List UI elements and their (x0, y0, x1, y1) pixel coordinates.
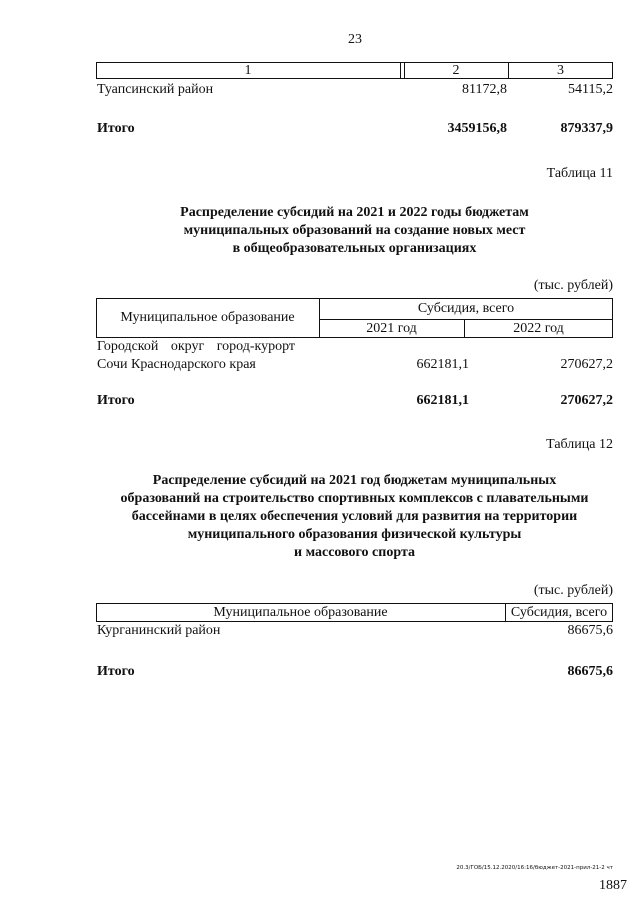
prev-row-name: Туапсинский район (97, 82, 214, 97)
prev-header-col3: 3 (557, 62, 564, 78)
prev-header-col1: 1 (244, 62, 252, 78)
table12-row-v1: 86675,6 (567, 623, 613, 638)
page-number-top: 23 (348, 32, 362, 47)
table11-unit: (тыс. рублей) (533, 278, 613, 293)
table12-header-subsidy: Субсидия, всего (510, 604, 608, 620)
prev-header-col2: 2 (452, 62, 460, 78)
table12-total-label: Итого (97, 664, 135, 679)
table11-header-subsidy: Субсидия, всего (417, 300, 515, 316)
prev-total-label: Итого (97, 121, 135, 136)
prev-row-v1: 81172,8 (462, 82, 507, 97)
table11-row-v1: 662181,1 (416, 357, 469, 372)
table12-header-name: Муниципальное образование (213, 604, 388, 620)
table11-header-year2: 2022 год (513, 320, 564, 336)
table12-total-v1: 86675,6 (567, 664, 613, 679)
table11-header-year1: 2021 год (366, 320, 417, 336)
table12-title-line2: образований на строительство спортивных комплексов с плавательными (120, 491, 589, 506)
table11-title-line1: Распределение субсидий на 2021 и 2022 годы бюджетам (180, 205, 529, 220)
table12-unit: (тыс. рублей) (533, 583, 613, 598)
table12-caption: Таблица 12 (546, 437, 613, 452)
table11-total-v2: 270627,2 (560, 393, 613, 408)
table11-total-label: Итого (97, 393, 135, 408)
table12-title-line5: и массового спорта (294, 545, 415, 560)
prev-total-v2: 879337,9 (560, 121, 613, 136)
table12-title-line4: муниципального образования физической культуры (187, 527, 522, 542)
table11-total-v1: 662181,1 (416, 393, 469, 408)
table12-title-line1: Распределение субсидий на 2021 год бюджетам муниципальных (152, 473, 557, 488)
footer-code: 20.3/ГОБ/15.12.2020/16:16/бюджет-2021-прил-21-2 чт (456, 865, 613, 871)
table11-row-v2: 270627,2 (560, 357, 613, 372)
table11-row-name-line2: Сочи Краснодарского края (97, 357, 256, 372)
footer-page-number: 1887 (599, 878, 627, 893)
table11-caption: Таблица 11 (546, 166, 613, 181)
table11-title-line3: в общеобразовательных организациях (232, 241, 477, 256)
table12-row-name: Курганинский район (97, 623, 221, 638)
prev-total-v1: 3459156,8 (447, 121, 507, 136)
table11-header-name: Муниципальное образование (120, 310, 295, 325)
table12-title-line3: бассейнами в целях обеспечения условий для развития на территории (131, 509, 578, 524)
prev-row-v2: 54115,2 (568, 82, 613, 97)
table11-title-line2: муниципальных образований на создание новых мест (183, 223, 526, 238)
table11-row-name-line1: Городской округ город-курорт (97, 339, 296, 354)
